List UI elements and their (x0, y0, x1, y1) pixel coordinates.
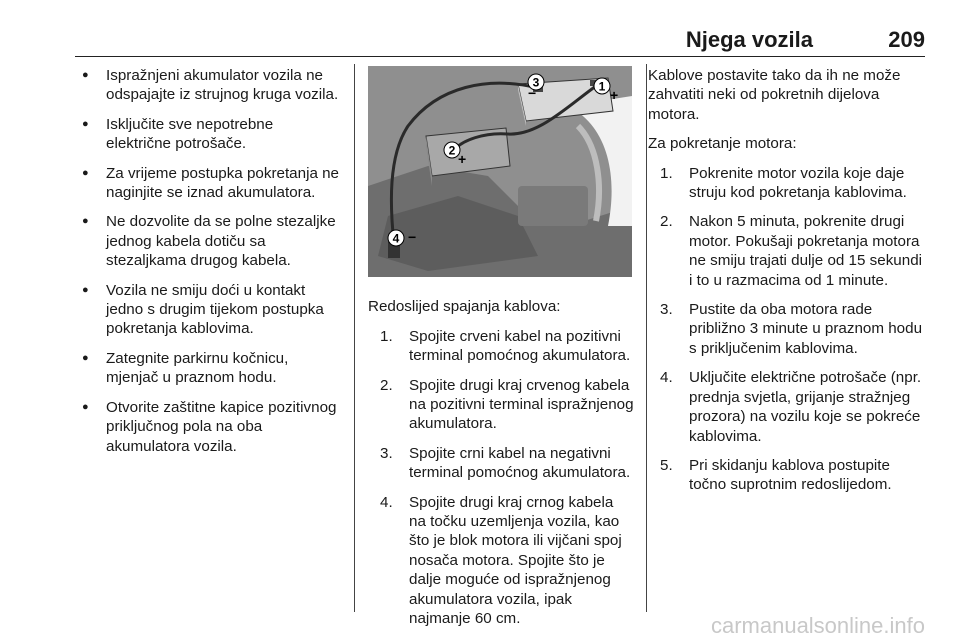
step-number: 4. (380, 493, 393, 511)
start-steps (648, 164, 928, 495)
step-text: Uključite električne potrošače (npr. prednja svjetla, grijanje stražnjeg prozora) na vozilu koje se pokreće kablovima. (689, 369, 922, 445)
step-text: Pri skidanju kablova postupite točno suprotnim redoslijedom. (689, 456, 892, 494)
step-text: Pustite da oba motora rade približno 3 minute u praznom hodu s priključenim kablovima. (689, 301, 923, 357)
watermark: carmanualsonline.info (710, 613, 925, 638)
cable-placement-note: Kablove postavite tako da ih ne može zahvatiti neki od pokretnih dijelova motora. (648, 67, 901, 123)
callout-label: 1 (598, 79, 606, 94)
header-rule (75, 56, 925, 57)
step-text: Spojite drugi kraj crnog kabela na točku uzemljenja vozila, kao što je blok motora ili vijčani spoj nosača motora. Spojite što je dalje moguće od ispražnjenog akumulatora vozila, ipak najmanje 60 cm. (409, 493, 622, 628)
connection-steps (368, 327, 634, 629)
callout-label: 4 (392, 231, 400, 246)
safety-bullet-list (80, 66, 342, 456)
step-number: 2. (380, 376, 393, 394)
bullet-item: ● Zategnite parkirnu kočnicu, mjenjač u praznom hodu. (80, 349, 342, 388)
connection-intro: Redoslijed spajanja kablova: (368, 298, 561, 316)
start-intro: Za pokretanje motora: (648, 135, 797, 153)
step-text: Spojite drugi kraj crvenog kabela na pozitivni terminal ispražnjenog akumulatora. (409, 376, 634, 433)
jump-start-illustration (368, 66, 632, 277)
bullet-item: ● Ispražnjeni akumulator vozila ne odspajajte iz strujnog kruga vozila. (80, 66, 342, 105)
minus-sign: − (408, 229, 417, 245)
column-divider-1 (354, 64, 355, 612)
column-1 (80, 66, 342, 466)
plus-sign: + (610, 87, 619, 103)
bullet-item: ● Isključite sve nepotrebne električne potrošače. (80, 115, 342, 154)
step-item (648, 300, 928, 358)
bullet-item: ● Vozila ne smiju doći u kontakt jedno s drugim tijekom postupka pokretanja kablovima. (80, 281, 342, 339)
step-text: Nakon 5 minuta, pokrenite drugi motor. Pokušaji pokretanja motora ne smiju trajati dulje od 15 sekundi i to u razmacima od 1 minute. (689, 213, 923, 289)
step-item (648, 368, 928, 446)
step-number: 3. (380, 444, 393, 462)
step-number: 4. (660, 369, 673, 387)
step-number: 3. (660, 301, 673, 319)
step-text: Pokrenite motor vozila koje daje struju kod pokretanja kablovima. (689, 164, 907, 202)
step-item (368, 444, 634, 483)
step-number: 1. (380, 327, 393, 345)
step-text: Spojite crni kabel na negativni terminal pomoćnog akumulatora. (409, 444, 631, 482)
column-3 (648, 66, 928, 505)
plus-sign: + (458, 151, 467, 167)
column-2 (368, 66, 634, 639)
step-item (648, 456, 928, 495)
callout-label: 3 (532, 75, 540, 90)
step-item (368, 376, 634, 434)
callout-label: 2 (448, 143, 456, 158)
step-text: Spojite crveni kabel na pozitivni terminal pomoćnog akumulatora. (409, 327, 631, 365)
step-number: 2. (660, 213, 673, 231)
page-header (75, 27, 925, 55)
column-divider-2 (646, 64, 647, 612)
step-number: 1. (660, 164, 673, 182)
bullet-item: ● Za vrijeme postupka pokretanja ne naginjite se iznad akumulatora. (80, 164, 342, 203)
bullet-item: ● Ne dozvolite da se polne stezaljke jednog kabela dotiču sa stezaljkama drugog kabela. (80, 212, 342, 270)
step-item (648, 164, 928, 203)
section-title: Njega vozila (685, 27, 813, 52)
minus-sign: − (528, 85, 537, 101)
step-item (368, 493, 634, 629)
step-item (648, 212, 928, 290)
bullet-item: ● Otvorite zaštitne kapice pozitivnog priključnog pola na oba akumulatora vozila. (80, 398, 342, 456)
page-number: 209 (888, 27, 925, 52)
step-number: 5. (660, 456, 673, 474)
step-item (368, 327, 634, 366)
